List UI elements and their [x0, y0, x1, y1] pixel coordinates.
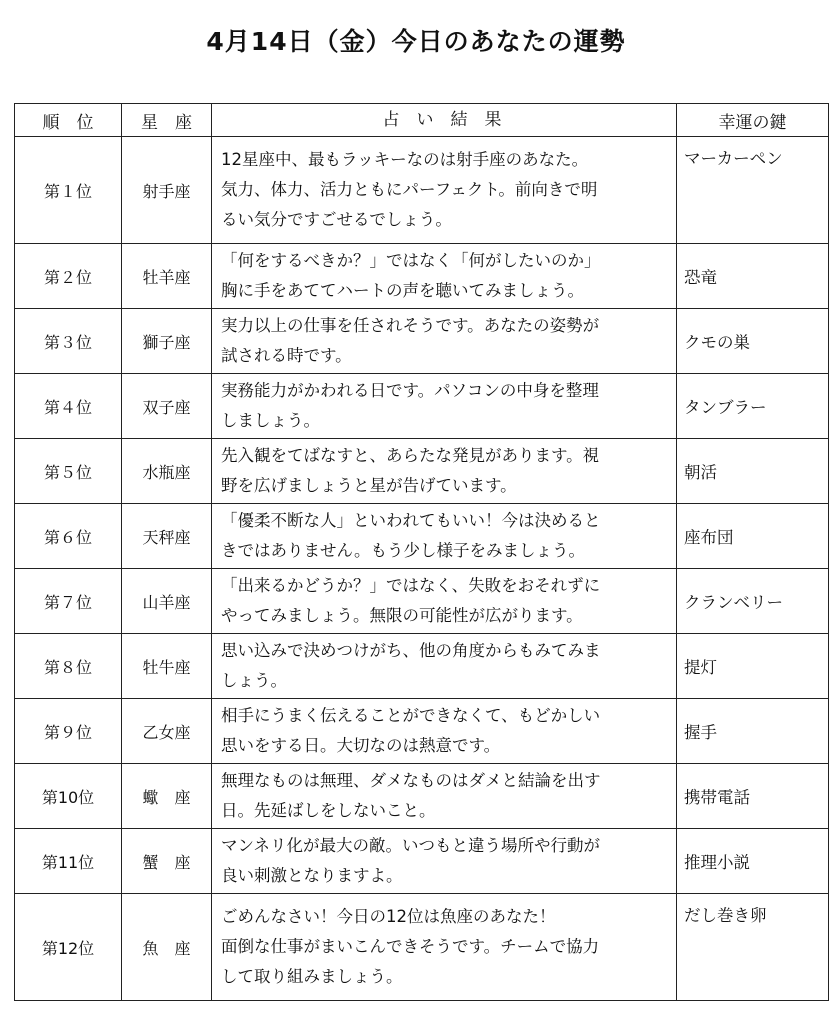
sign-cell: 蠍 座 — [122, 764, 212, 829]
lucky-key-cell: だし巻き卵 — [677, 894, 829, 1001]
sign-cell: 獅子座 — [122, 309, 212, 374]
lucky-key-cell: 携帯電話 — [677, 764, 829, 829]
table-row — [15, 569, 829, 634]
table-row — [15, 244, 829, 309]
result-line: 相手にうまく伝えることができなくて、もどかしい — [221, 706, 601, 725]
sign-cell: 蟹 座 — [122, 829, 212, 894]
rank-cell: 第８位 — [15, 634, 122, 699]
result-line: きではありません。もう少し様子をみましょう。 — [221, 541, 585, 560]
result-cell — [212, 439, 677, 504]
result-line: やってみましょう。無限の可能性が広がります。 — [221, 606, 583, 625]
lucky-key-cell: タンブラー — [677, 374, 829, 439]
result-line: 面倒な仕事がまいこんできそうです。チームで協力 — [221, 937, 600, 956]
lucky-key-cell: 握手 — [677, 699, 829, 764]
result-line: 「何をするべきか？」ではなく「何がしたいのか」 — [221, 251, 601, 270]
header-sign: 星 座 — [122, 104, 212, 137]
result-cell — [212, 374, 677, 439]
sign-cell: 射手座 — [122, 137, 212, 244]
table-row — [15, 894, 829, 1001]
table-row — [15, 137, 829, 244]
rank-cell: 第４位 — [15, 374, 122, 439]
result-line: 実力以上の仕事を任されそうです。あなたの姿勢が — [221, 316, 600, 335]
lucky-key-cell: 推理小説 — [677, 829, 829, 894]
result-line: 先入観をてばなすと、あらたな発見があります。視 — [221, 446, 600, 465]
lucky-key-cell: 朝活 — [677, 439, 829, 504]
result-line: るい気分ですごせるでしょう。 — [221, 210, 452, 229]
result-cell — [212, 244, 677, 309]
lucky-key-cell: 恐竜 — [677, 244, 829, 309]
sign-cell: 天秤座 — [122, 504, 212, 569]
result-line: マンネリ化が最大の敵。いつもと違う場所や行動が — [221, 836, 601, 855]
result-line: 無理なものは無理、ダメなものはダメと結論を出す — [221, 771, 601, 790]
table-row — [15, 309, 829, 374]
page-title: 4月14日（金）今日のあなたの運勢 — [206, 27, 626, 56]
lucky-key-cell: 提灯 — [677, 634, 829, 699]
result-cell — [212, 137, 677, 244]
result-line: 日。先延ばしをしないこと。 — [221, 801, 436, 820]
rank-cell: 第１位 — [15, 137, 122, 244]
result-line: 「優柔不断な人」といわれてもいい！今は決めると — [221, 511, 601, 530]
table-row — [15, 374, 829, 439]
result-line: しましょう。 — [221, 411, 320, 430]
sign-cell: 水瓶座 — [122, 439, 212, 504]
table-row — [15, 439, 829, 504]
sign-cell: 双子座 — [122, 374, 212, 439]
table-row — [15, 829, 829, 894]
result-cell — [212, 764, 677, 829]
result-line: ごめんなさい！今日の12位は魚座のあなた！ — [221, 907, 556, 926]
header-rank: 順 位 — [15, 104, 122, 137]
rank-cell: 第５位 — [15, 439, 122, 504]
result-cell — [212, 894, 677, 1001]
fortune-table — [14, 103, 829, 1001]
rank-cell: 第２位 — [15, 244, 122, 309]
lucky-key-cell: クモの巣 — [677, 309, 829, 374]
result-line: しょう。 — [221, 671, 287, 690]
result-line: 「出来るかどうか？」ではなく、失敗をおそれずに — [221, 576, 601, 595]
table-row — [15, 504, 829, 569]
result-line: 野を広げましょうと星が告げています。 — [221, 476, 517, 495]
table-row — [15, 699, 829, 764]
rank-cell: 第11位 — [15, 829, 122, 894]
sign-cell: 乙女座 — [122, 699, 212, 764]
rank-cell: 第３位 — [15, 309, 122, 374]
rank-cell: 第６位 — [15, 504, 122, 569]
result-line: 胸に手をあててハートの声を聴いてみましょう。 — [221, 281, 584, 300]
result-line: 思い込みで決めつけがち、他の角度からもみてみま — [221, 641, 601, 660]
rank-cell: 第10位 — [15, 764, 122, 829]
result-cell — [212, 309, 677, 374]
result-cell — [212, 504, 677, 569]
table-row — [15, 764, 829, 829]
result-cell — [212, 634, 677, 699]
result-line: 試される時です。 — [221, 346, 352, 365]
result-cell — [212, 829, 677, 894]
header-lucky-key: 幸運の鍵 — [677, 104, 829, 137]
rank-cell: 第７位 — [15, 569, 122, 634]
lucky-key-cell: マーカーペン — [677, 137, 829, 244]
result-line: 思いをする日。大切なのは熱意です。 — [221, 736, 501, 755]
result-line: 良い刺激となりますよ。 — [221, 866, 403, 885]
header-result: 占 い 結 果 — [212, 104, 677, 137]
table-header-row — [15, 104, 829, 137]
lucky-key-cell: 座布団 — [677, 504, 829, 569]
result-cell — [212, 699, 677, 764]
rank-cell: 第12位 — [15, 894, 122, 1001]
result-line: 気力、体力、活力ともにパーフェクト。前向きで明 — [221, 180, 598, 199]
sign-cell: 牡牛座 — [122, 634, 212, 699]
lucky-key-cell: クランベリー — [677, 569, 829, 634]
sign-cell: 牡羊座 — [122, 244, 212, 309]
sign-cell: 魚 座 — [122, 894, 212, 1001]
sign-cell: 山羊座 — [122, 569, 212, 634]
table-row — [15, 634, 829, 699]
rank-cell: 第９位 — [15, 699, 122, 764]
result-cell — [212, 569, 677, 634]
result-line: して取り組みましょう。 — [221, 967, 403, 986]
result-line: 実務能力がかわれる日です。パソコンの中身を整理 — [221, 381, 599, 400]
result-line: 12星座中、最もラッキーなのは射手座のあなた。 — [221, 150, 589, 169]
